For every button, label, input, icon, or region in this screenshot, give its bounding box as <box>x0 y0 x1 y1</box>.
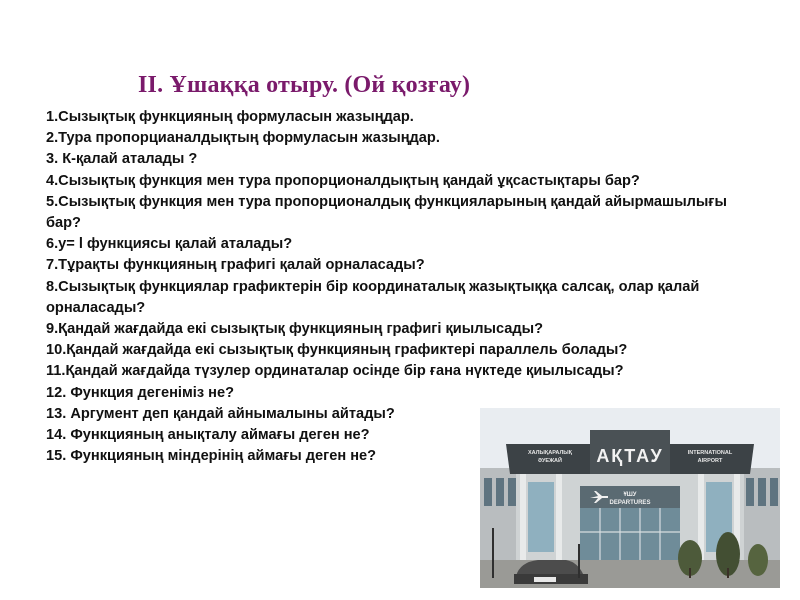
question-item: 1.Сызықтық функцияның формуласын жазыңдар. <box>46 109 414 125</box>
question-item: 4.Сызықтық функция мен тура пропорционалдықтың қандай ұқсастықтары бар? <box>46 172 640 189</box>
airport-building-illustration <box>480 408 780 588</box>
question-item: 7.Тұрақты функцияның графигі қалай орналасады? <box>46 257 425 274</box>
entrance-bottom-text: DEPARTURES <box>609 500 651 506</box>
question-item: 2.Тура пропорцианалдықтың формуласын жазыңдар. <box>46 130 440 147</box>
question-item: 5.Сызықтық функция мен тура пропорционалдық функцияларының қандай айырмашылығы бар? <box>46 193 727 232</box>
slide-title: II. Ұшаққа отыру. (Ой қозғау) <box>138 72 471 98</box>
sign-right-top-text: INTERNATIONAL <box>687 450 733 456</box>
airport-photo <box>480 408 780 588</box>
question-item: 8.Сызықтық функциялар графиктерін бір координаталық жазықтыққа салсақ, олар қалай орналасады? <box>46 278 700 316</box>
question-item: 9.Қандай жағдайда екі сызықтық функцияның графигі қиылысады? <box>46 321 543 338</box>
question-item: 3. К-қалай аталады ? <box>46 151 198 168</box>
question-item: 11.Қандай жағдайда түзулер ординаталар осінде бір ғана нүктеде қиылысады? <box>46 363 624 380</box>
question-item: 6.y= l функциясы қалай аталады? <box>46 236 293 253</box>
sign-left-top-text: ХАЛЫҚАРАЛЫҚ <box>527 450 573 456</box>
sign-main-text: АҚТАУ <box>596 446 664 466</box>
question-item: 14. Функцияның анықталу аймағы деген не? <box>46 427 370 444</box>
entrance-top-text: ҰШУ <box>623 492 637 498</box>
question-item: 10.Қандай жағдайда екі сызықтық функцияның графиктері параллель болады? <box>46 342 628 359</box>
sign-left-bottom-text: ӘУЕЖАЙ <box>538 458 562 464</box>
question-item: 13. Аргумент деп қандай айнымалыны айтады? <box>46 405 395 422</box>
sign-right-bottom-text: AIRPORT <box>697 458 723 464</box>
question-item: 15. Функцияның міндерінің аймағы деген не? <box>46 448 377 465</box>
question-item: 12. Функция дегеніміз не? <box>46 384 234 401</box>
